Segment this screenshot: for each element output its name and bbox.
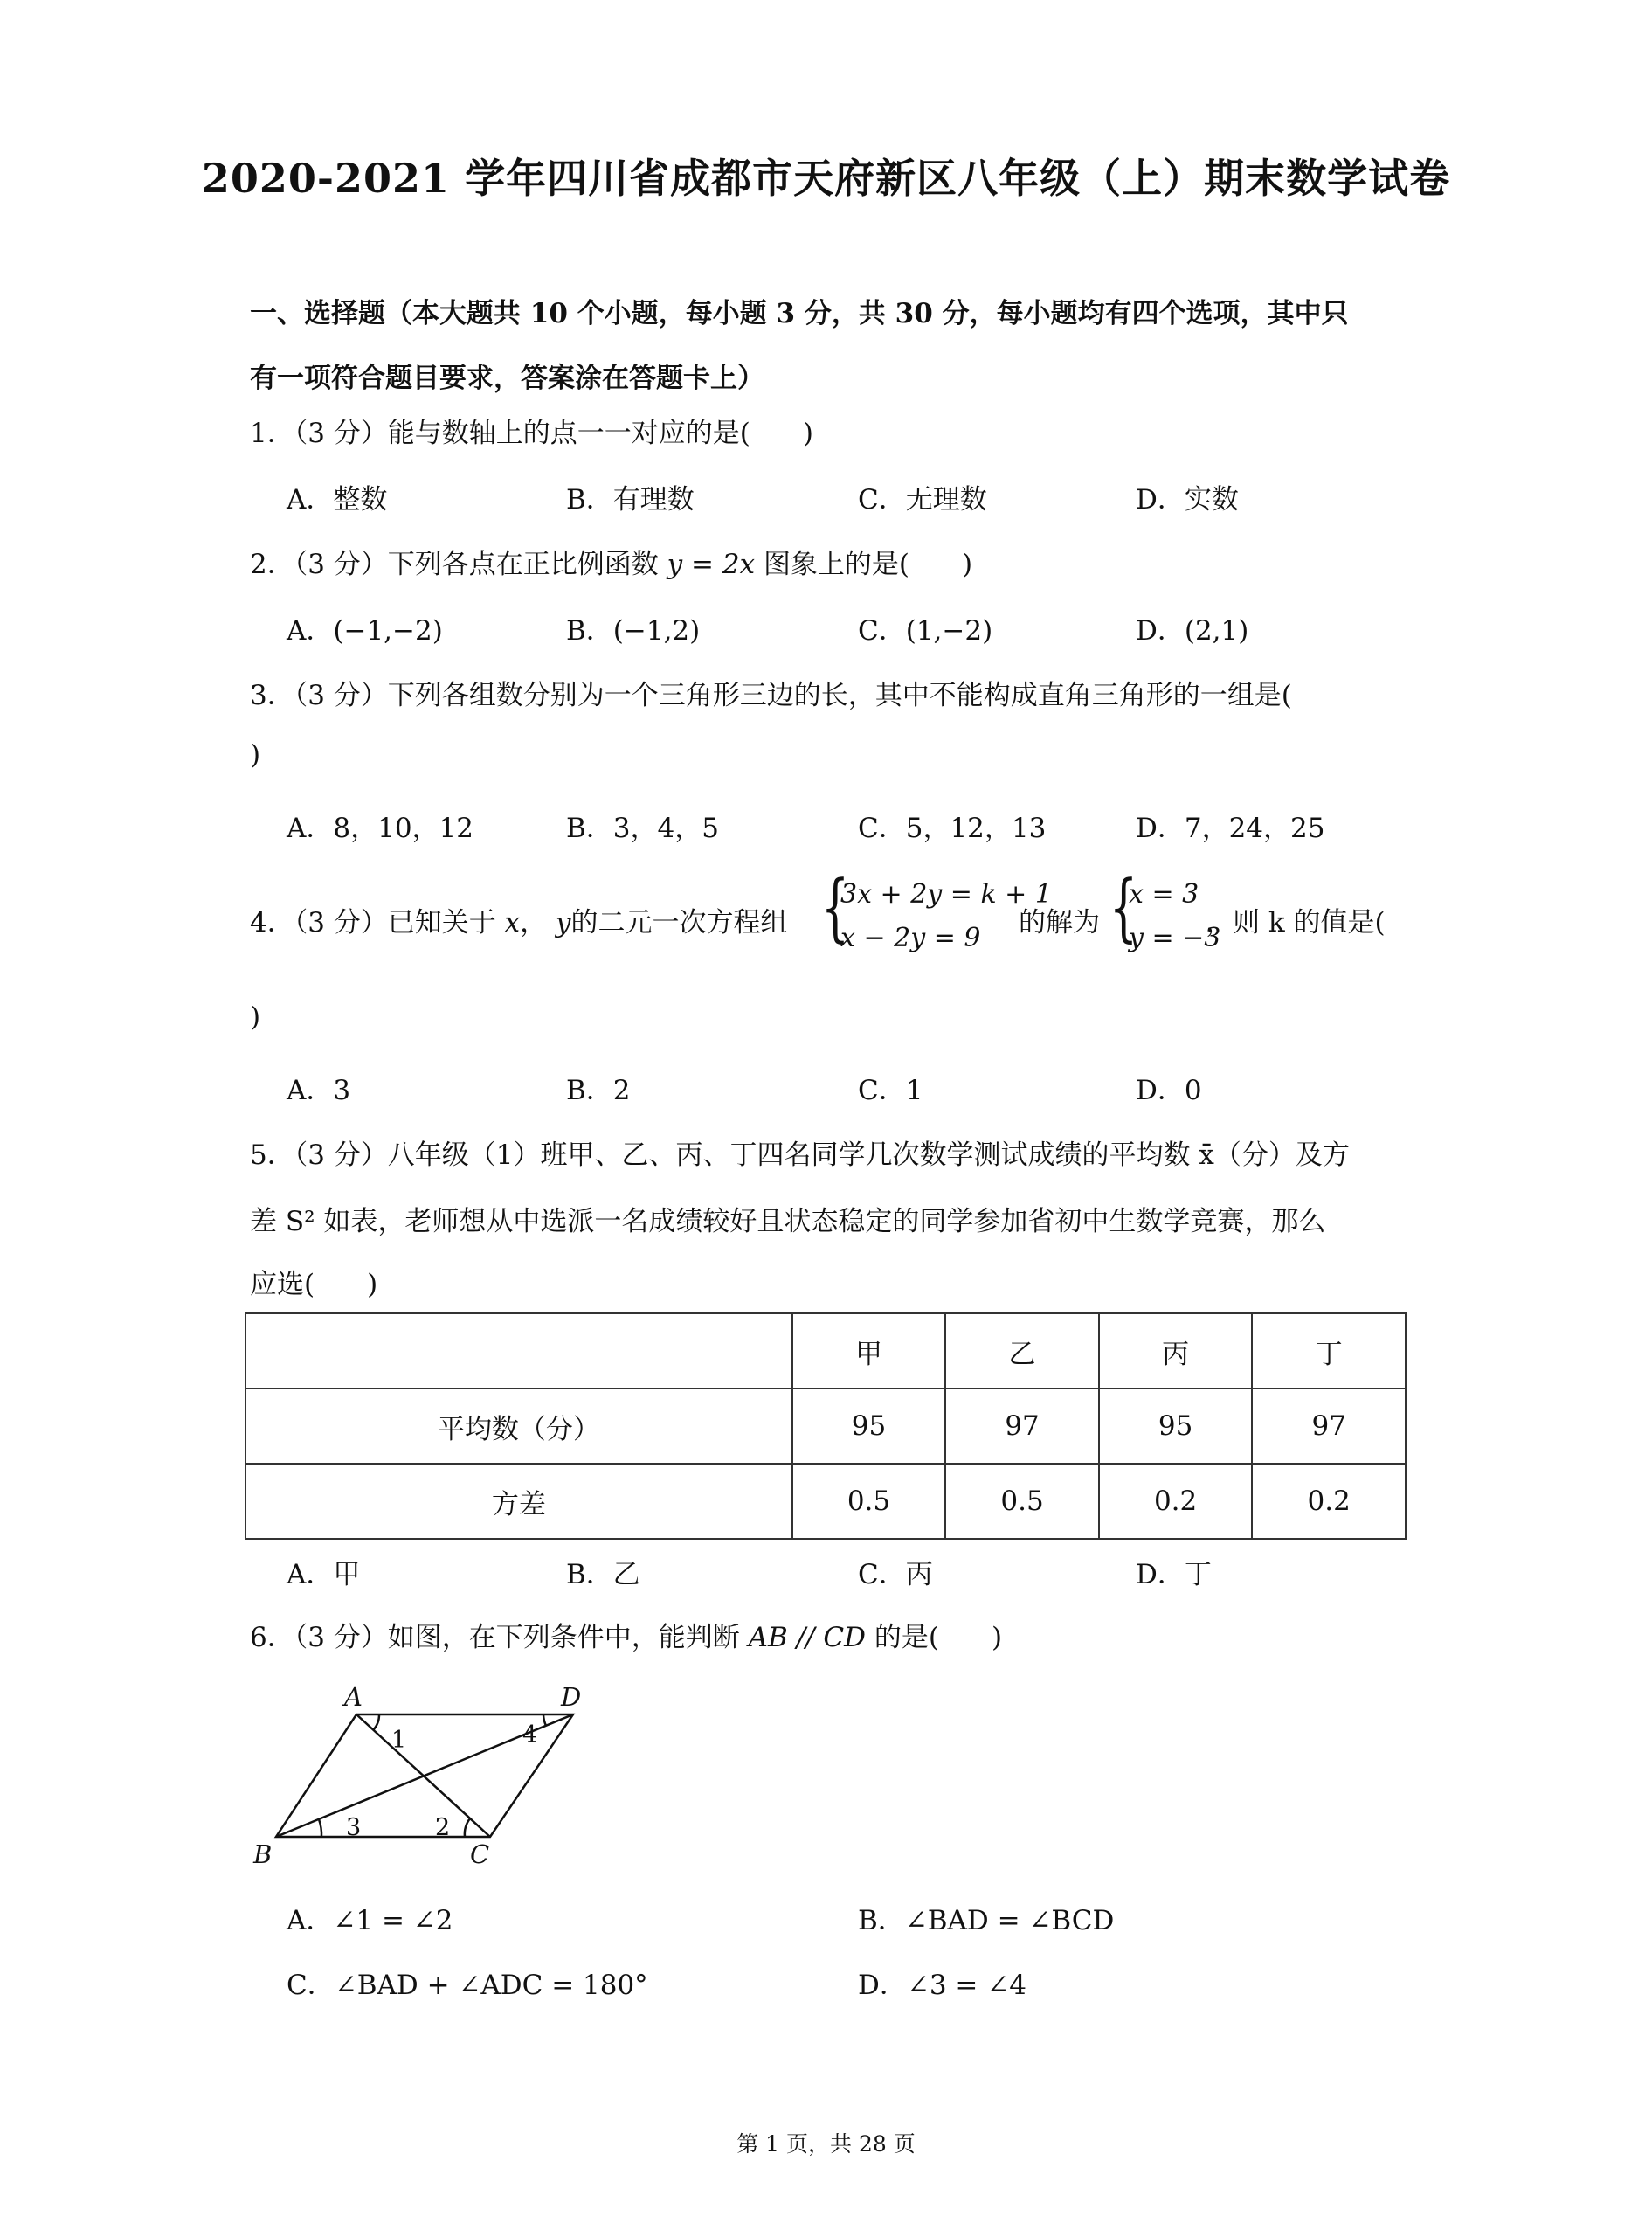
question-4-close-paren: ) [250,1001,261,1033]
angle-3-arc [319,1819,321,1837]
question-4-text-solution: 的解为 [1019,907,1100,938]
question-4-option-a: A．3 [287,1075,351,1106]
page-footer: 第 1 页，共 28 页 [736,2131,916,2157]
question-6-option-a: A．∠1 = ∠2 [287,1905,453,1936]
question-5-option-b: B．乙 [566,1559,640,1590]
question-4-solution-y: y = −3 [1129,923,1221,953]
question-1-close-paren: ) [802,418,814,449]
table-header-cell: 甲 [792,1313,946,1389]
question-5-line3 [250,1262,377,1301]
table-cell: 平均数（分） [245,1389,792,1464]
table-header-cell: 丙 [1099,1313,1253,1389]
table-header-cell: 乙 [945,1313,1099,1389]
question-5-line2: 差 S² 如表，老师想从中选派一名成绩较好且状态稳定的同学参加省初中生数学竞赛，那么 [250,1206,1326,1237]
table-header-cell: 丁 [1252,1313,1406,1389]
question-6-option-b: B．∠BAD = ∠BCD [858,1905,1115,1936]
question-5-text-end: 应选( [250,1269,315,1300]
question-4-equation-2: x − 2y = 9 [840,923,981,953]
question-2-option-b: B．(−1,2) [566,615,701,647]
question-4-comma: ， [520,907,548,938]
table-cell: 方差 [245,1464,792,1539]
table-cell: 0.5 [945,1464,1099,1539]
question-3-option-d: D．7，24，25 [1136,813,1325,844]
question-3-option-a: A．8，10，12 [287,813,474,844]
question-4-equation-1: 3x + 2y = k + 1 [840,879,1052,910]
section-heading [250,281,1420,411]
table-cell: 97 [1252,1389,1406,1464]
question-4-var-x: x [504,907,521,938]
question-2-stem [250,542,972,581]
question-6-text-end: 的是( [874,1622,939,1653]
question-2-close-paren: ) [962,549,973,580]
angle-1-arc [373,1714,379,1730]
question-3-stem: 3．（3 分）下列各组数分别为一个三角形三边的长，其中不能构成直角三角形的一组是( [250,680,1292,711]
question-1-option-d: D．实数 [1136,484,1239,516]
question-6-stem [250,1615,1002,1654]
question-1-option-b: B．有理数 [566,484,695,516]
question-4-var-y: y [556,907,571,938]
question-2-option-c: C．(1,−2) [858,615,993,647]
vertex-label-c: C [470,1839,490,1869]
question-3-option-b: B．3，4，5 [566,813,719,844]
question-5-close-paren: ) [367,1269,378,1300]
question-4-text-mid: 的二元一次方程组 [570,907,788,938]
section-heading-line1: 一、选择题（本大题共 10 个小题，每小题 3 分，共 30 分，每小题均有四个选项，其中只 [250,298,1349,329]
question-4-text: 4．（3 分）已知关于 [250,907,496,938]
question-2-text: 2．（3 分）下列各点在正比例函数 [250,549,659,580]
question-1-text: 1．（3 分）能与数轴上的点一一对应的是( [250,418,750,449]
table-cell: 0.5 [792,1464,946,1539]
question-6-text: 6．（3 分）如图，在下列条件中，能判断 [250,1622,740,1653]
question-5-option-c: C．丙 [858,1559,933,1590]
question-3-close-paren: ) [250,739,261,771]
vertex-label-a: A [344,1682,363,1712]
angle-label-3: 3 [346,1814,362,1841]
table-cell: 95 [1099,1389,1253,1464]
question-4-option-d: D．0 [1136,1075,1202,1106]
angle-2-arc [465,1818,470,1837]
question-6-relation: AB // CD [748,1622,867,1653]
question-4-equation-system: { 3x + 2y = k + 1 x − 2y = 9 [821,864,1052,953]
question-4-stem [250,900,788,939]
question-4-solution-system: { x = 3 y = −3 [1109,864,1221,953]
page-title: 2020-2021 学年四川省成都市天府新区八年级（上）期末数学试卷 [201,155,1451,202]
question-1-stem [250,411,813,450]
question-6-option-c: C．∠BAD + ∠ADC = 180° [287,1970,648,2001]
vertex-label-b: B [253,1839,273,1869]
question-4-option-b: B．2 [566,1075,631,1106]
question-2-text-end: 图象上的是( [763,549,910,580]
table-header-cell [245,1313,792,1389]
angle-label-1: 1 [391,1727,407,1754]
table-row [245,1464,1406,1539]
question-6-option-d: D．∠3 = ∠4 [858,1970,1026,2001]
question-2-function: y = 2x [667,549,756,580]
question-1-option-a: A．整数 [287,484,388,516]
question-5-option-d: D．丁 [1136,1559,1212,1590]
question-1-option-c: C．无理数 [858,484,987,516]
score-table [245,1312,1407,1540]
vertex-label-d: D [561,1682,582,1712]
question-6-close-paren: ) [991,1622,1003,1653]
table-cell: 0.2 [1252,1464,1406,1539]
table-cell: 95 [792,1389,946,1464]
question-4-text-end: ，则 k 的值是( [1206,907,1386,938]
question-4-option-c: C．1 [858,1075,923,1106]
question-5-option-a: A．甲 [287,1559,361,1590]
table-header-row [245,1313,1406,1389]
angle-4-arc [543,1714,546,1726]
table-row [245,1389,1406,1464]
question-2-option-d: D．(2,1) [1136,615,1249,647]
angle-label-2: 2 [435,1814,451,1841]
table-cell: 0.2 [1099,1464,1253,1539]
question-3-option-c: C．5，12，13 [858,813,1047,844]
question-2-option-a: A．(−1,−2) [287,615,443,647]
question-4-solution-x: x = 3 [1129,879,1199,910]
section-heading-line2: 有一项符合题目要求，答案涂在答题卡上） [250,363,764,394]
parallelogram-figure [250,1676,608,1877]
question-5-line1: 5．（3 分）八年级（1）班甲、乙、丙、丁四名同学几次数学测试成绩的平均数 x̄（分）及方 [250,1139,1350,1171]
table-cell: 97 [945,1389,1099,1464]
angle-label-4: 4 [522,1721,538,1749]
